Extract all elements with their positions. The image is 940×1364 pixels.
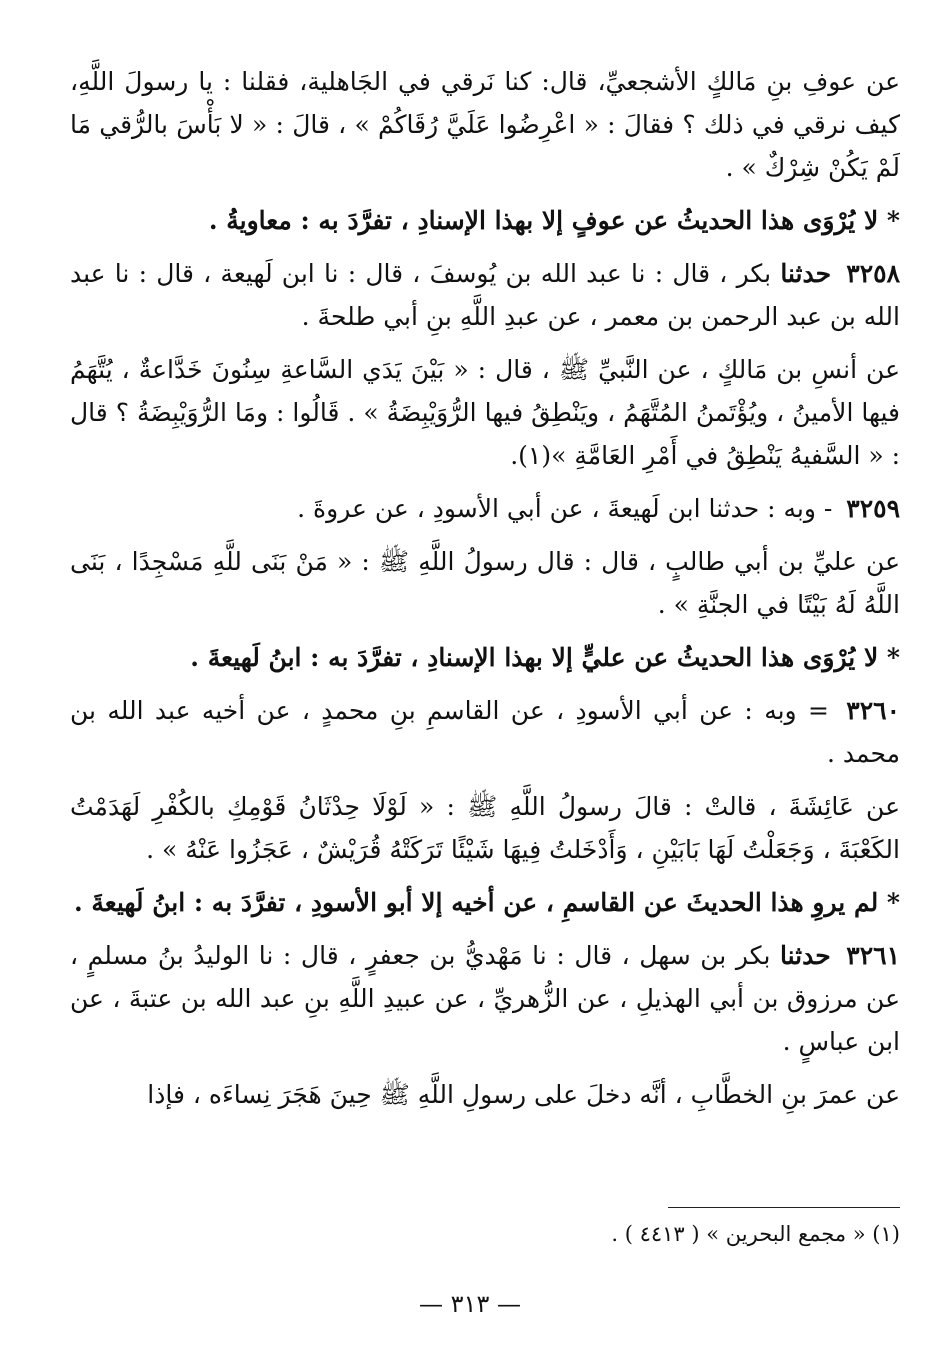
hadith-text: = وبه : عن أبي الأسودِ ، عن القاسمِ بنِ محمدٍ ، عن أخيه عبد الله بن محمد . xyxy=(70,696,900,768)
hadith-number: ٣٢٥٨ xyxy=(846,259,901,288)
paragraph-3: عن عليِّ بن أبي طالبٍ ، قال : قال رسولُ اللَّهِ ﷺ : « مَنْ بَنَى للَّهِ مَسْجِدًا ، بَنَى اللَّهُ لَهُ بَيْتًا في الجنَّةِ » . xyxy=(70,547,900,619)
footnote: (١) « مجمع البحرين » ( ٤٤١٣ ) . xyxy=(611,1222,900,1246)
hadith-number: ٣٢٥٩ xyxy=(846,494,900,523)
hadith-3260 xyxy=(70,689,900,775)
footnote-divider xyxy=(668,1207,900,1208)
note-2: * لا يُرْوَى هذا الحديثُ عن عليٍّ إلا بهذا الإسنادِ ، تفرَّدَ به : ابنُ لَهيعةَ . xyxy=(190,643,900,672)
paragraph-5: عن عمرَ بنِ الخطَّابِ ، أنَّه دخلَ على رسولِ اللَّهِ ﷺ حِينَ هَجَرَ نِساءَه ، فإذا xyxy=(147,1080,900,1109)
hadith-text: بكر بن سهل ، قال : نا مَهْديُّ بن جعفرٍ ، قال : نا الوليدُ بنُ مسلمٍ ، عن مرزوق بن أبي الهذيلِ ، عن الزُّهريِّ ، عن عبيدِ اللَّهِ بنِ عبد الله بن عتبةَ ، عن ابن عباسٍ . xyxy=(70,941,900,1056)
note-3: * لم يروِ هذا الحديثَ عن القاسمِ ، عن أخيه إلا أبو الأسودِ ، تفرَّدَ به : ابنُ لَهيعةَ . xyxy=(73,888,900,917)
hadith-3258 xyxy=(70,252,900,338)
hadith-text: - وبه : حدثنا ابن لَهيعةَ ، عن أبي الأسودِ ، عن عروةَ . xyxy=(297,494,833,523)
page-number: — ٣١٣ — xyxy=(419,1290,521,1318)
page-body xyxy=(70,60,900,1116)
hadith-lead: حدثنا xyxy=(780,259,832,288)
paragraph-4: عن عَائِشَةَ ، قالتْ : قالَ رسولُ اللَّهِ ﷺ : « لَوْلَا حِدْثَانُ قَوْمِكِ بالكُفْرِ لَهَدَمْتُ الكَعْبَةَ ، وَجَعَلْتُ لَهَا بَابَيْنِ ، وَأَدْخَلتُ فِيهَا شَيْئًا تَرَكَتْهُ قُرَيْشٌ ، عَجَزُوا عَنْهُ » . xyxy=(70,792,900,864)
hadith-text: بكر ، قال : نا عبد الله بن يُوسفَ ، قال : نا ابن لَهيعة ، قال : نا عبد الله بن عبد الرحمن بن معمر ، عن عبدِ اللَّهِ بنِ أبي طلحةَ . xyxy=(70,259,900,331)
paragraph-1: عن عوفِ بنِ مَالكٍ الأشجعيِّ، قال: كنا نَرقي في الجَاهلية، فقلنا : يا رسولَ اللَّهِ، كيف نرقي في ذلك ؟ فقالَ : « اعْرِضُوا عَلَيَّ رُقَاكُمْ » ، قالَ : « لا بَأْسَ بالرُّقي مَا لَمْ يَكُنْ شِرْكٌ » . xyxy=(70,67,900,182)
hadith-3259 xyxy=(70,487,900,530)
hadith-number: ٣٢٦٠ xyxy=(846,696,901,725)
note-1: * لا يُرْوَى هذا الحديثُ عن عوفٍ إلا بهذا الإسنادِ ، تفرَّدَ به : معاويةُ . xyxy=(208,206,900,235)
paragraph-2: عن أنسِ بن مَالكٍ ، عن النَّبيِّ ﷺ ، قال : « بَيْنَ يَدَي السَّاعةِ سِنُونَ خَدَّاعةٌ ، يُتَّهَمُ فيها الأمينُ ، ويُؤْتَمنُ المُتَّهَمُ ، ويَنْطِقُ فيها الرُّوَيْبِضَةُ » . قَالُوا : ومَا الرُّوَيْبِضَةُ ؟ قال : « السَّفيهُ يَنْطِقُ في أَمْرِ العَامَّةِ »(١). xyxy=(70,355,900,470)
hadith-lead: حدثنا xyxy=(780,941,831,970)
hadith-3261 xyxy=(70,934,900,1063)
hadith-number: ٣٢٦١ xyxy=(846,941,901,970)
